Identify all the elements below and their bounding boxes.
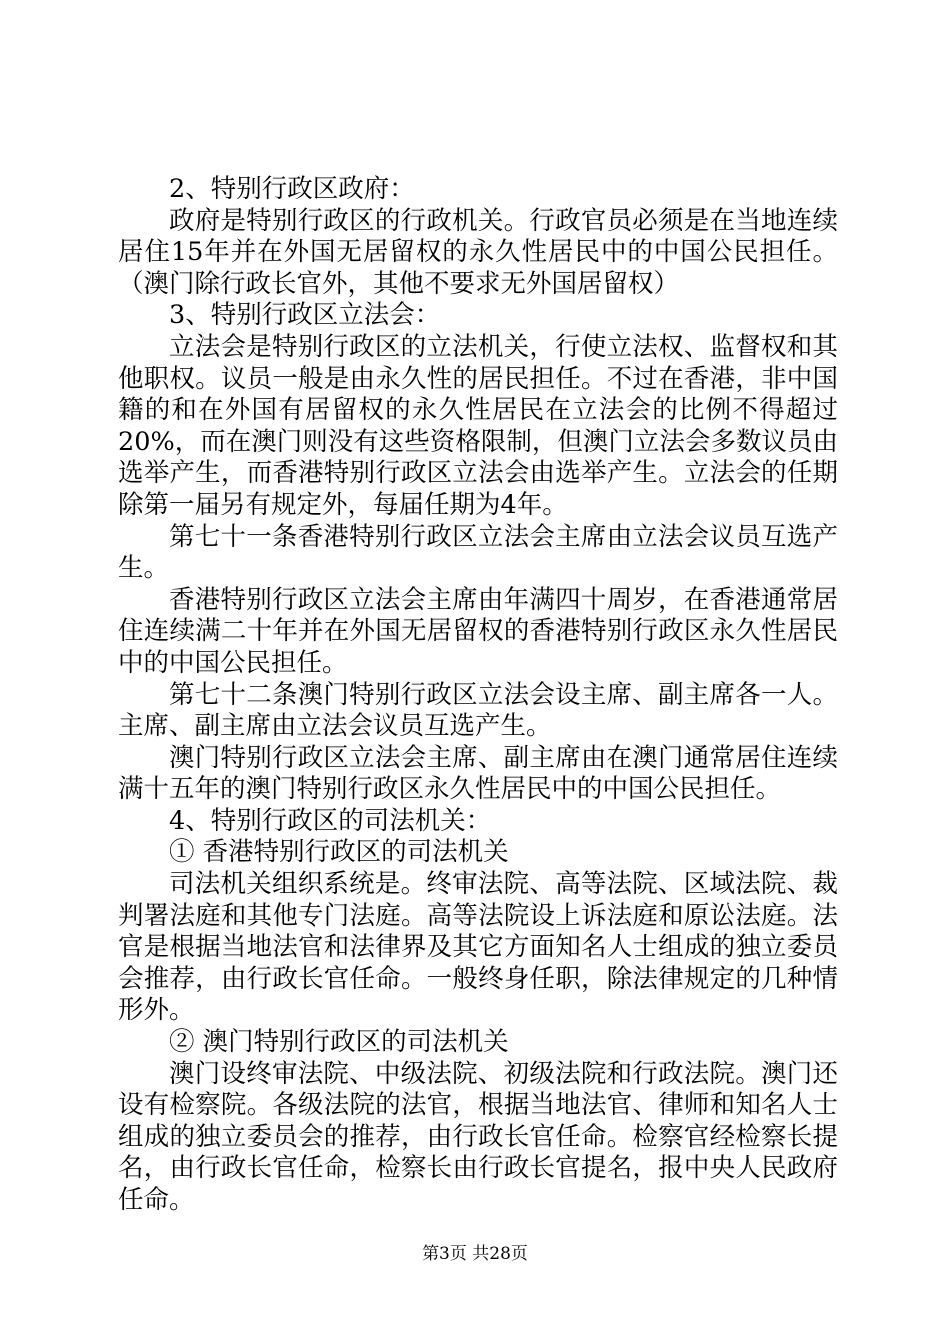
paragraph-government: 政府是特别行政区的行政机关。行政官员必须是在当地连续居住15年并在外国无居留权的永久性居民中的中国公民担任。（澳门除行政长官外，其他不要求无外国居留权） [118, 205, 838, 299]
heading-judiciary: 4、特别行政区的司法机关： [169, 805, 492, 836]
paragraph-article-72: 第七十二条澳门特别行政区立法会设主席、副主席各一人。主席、副主席由立法会议员互选产生。 [118, 679, 838, 742]
heading-legislature: 3、特别行政区立法会： [169, 300, 441, 331]
paragraph-article-71: 第七十一条香港特别行政区立法会主席由立法会议员互选产生。 [118, 521, 838, 584]
heading-government: 2、特别行政区政府： [169, 174, 415, 204]
document-body [118, 174, 838, 1217]
paragraph-hk-president: 香港特别行政区立法会主席由年满四十周岁，在香港通常居住连续满二十年并在外国无居留权的香港特别行政区永久性居民中的中国公民担任。 [118, 584, 838, 678]
page-footer [0, 1243, 950, 1265]
paragraph-legislature: 立法会是特别行政区的立法机关，行使立法权、监督权和其他职权。议员一般是由永久性的居民担任。不过在香港，非中国籍的和在外国有居留权的永久性居民在立法会的比例不得超过20%，而在澳门则没有这些资格限制，但澳门立法会多数议员由选举产生，而香港特别行政区立法会由选举产生。立法会的任期除第一届另有规定外，每届任期为4年。 [118, 331, 838, 520]
page-total: 共28页 [472, 1244, 528, 1264]
page-number: 第3页 [422, 1244, 467, 1264]
subheading-hk-judiciary: ① 香港特别行政区的司法机关 [169, 837, 509, 868]
paragraph-hk-judiciary: 司法机关组织系统是。终审法院、高等法院、区域法院、裁判署法庭和其他专门法庭。高等法院设上诉法庭和原讼法庭。法官是根据当地法官和法律界及其它方面知名人士组成的独立委员会推荐，由行政长官任命。一般终身任职，除法律规定的几种情形外。 [118, 869, 838, 1026]
paragraph-macau-president: 澳门特别行政区立法会主席、副主席由在澳门通常居住连续满十五年的澳门特别行政区永久性居民中的中国公民担任。 [118, 742, 838, 805]
paragraph-macau-judiciary: 澳门设终审法院、中级法院、初级法院和行政法院。澳门还设有检察院。各级法院的法官，根据当地法官、律师和知名人士组成的独立委员会的推荐，由行政长官任命。检察官经检察长提名，由行政长官任命，检察长由行政长官提名，报中央人民政府任命。 [118, 1058, 838, 1215]
subheading-macau-judiciary: ② 澳门特别行政区的司法机关 [169, 1027, 509, 1058]
